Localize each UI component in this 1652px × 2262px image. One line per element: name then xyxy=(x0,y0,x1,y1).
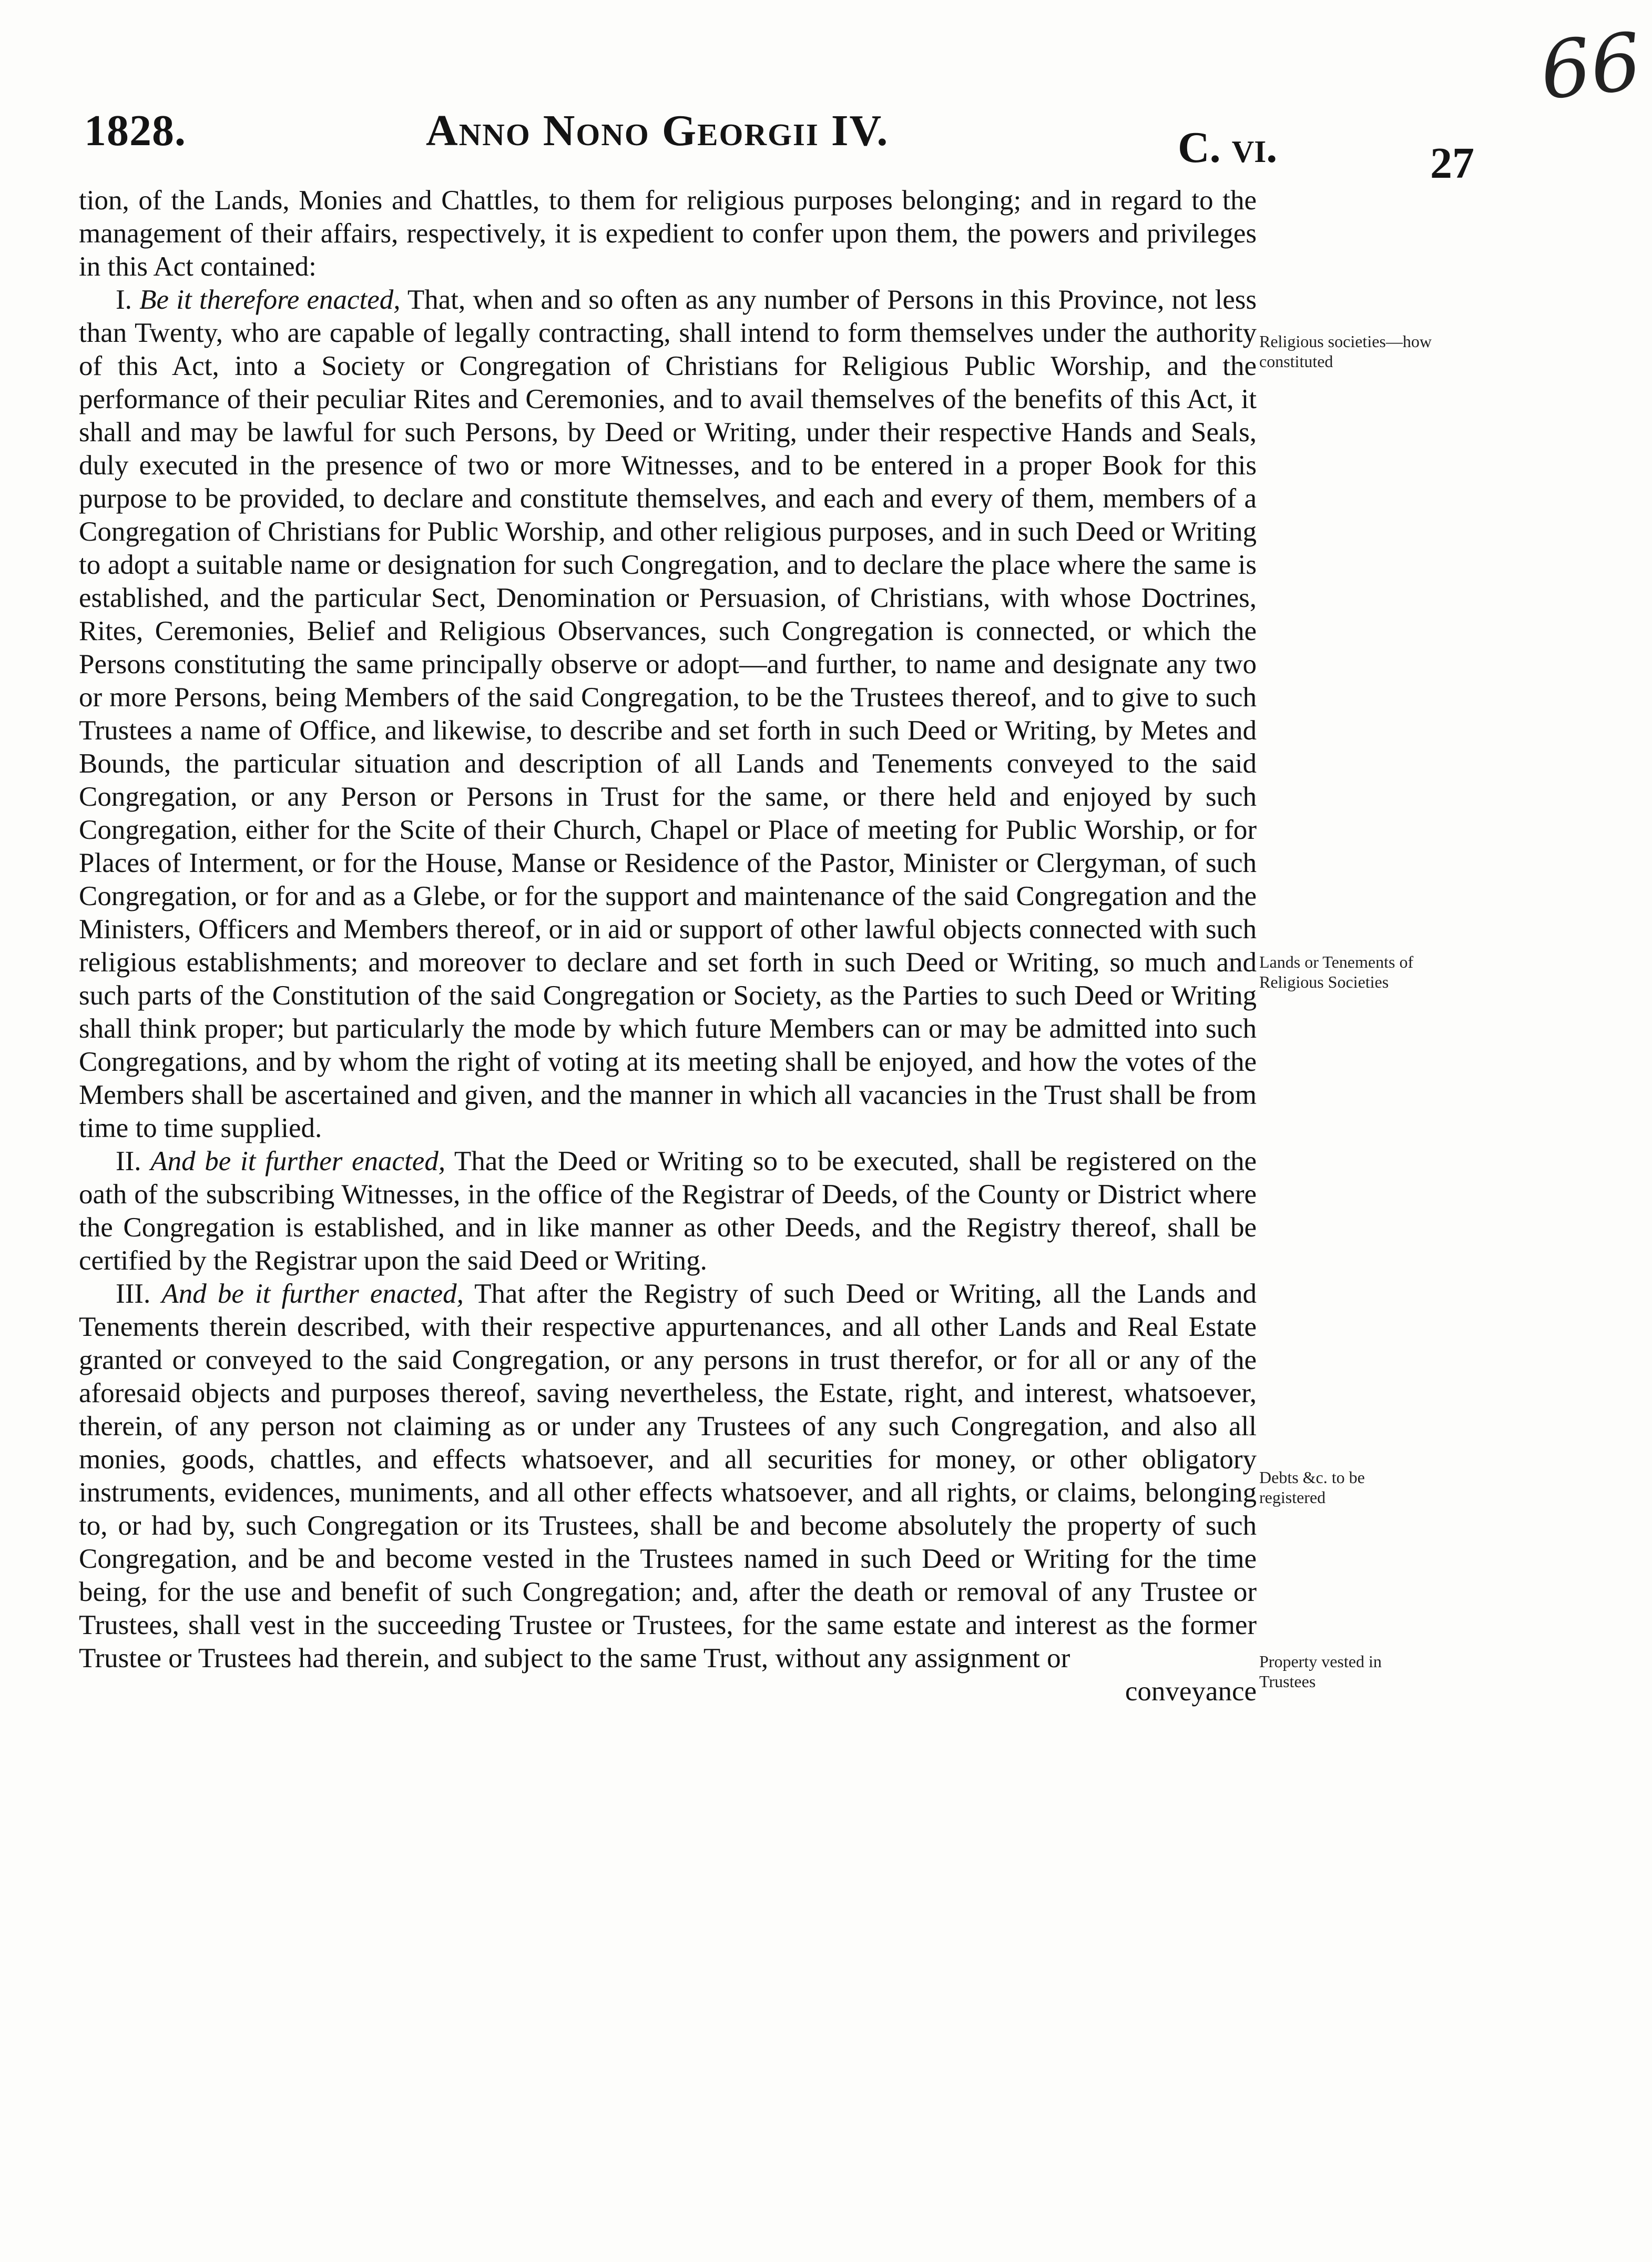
section-1-number: I. xyxy=(116,285,132,315)
header-title: Anno Nono Georgii IV. xyxy=(426,106,889,155)
margin-note-property-vested: Property vested in Trustees xyxy=(1259,1652,1382,1691)
section-3-paragraph xyxy=(79,1277,1257,1675)
section-2-enacting-clause: And be it further enacted, xyxy=(150,1146,446,1176)
section-2-text: That the Deed or Writing so to be executed, shall be registered on the oath of the subscribing Witnesses, in the office of the Registrar of Deeds, of the County or District where the Congregation is established, and in like manner as other Deeds, and the Registry thereof, shall be certified by the Registrar upon the said Deed or Writing. xyxy=(79,1146,1257,1276)
section-3-number: III. xyxy=(116,1279,151,1309)
handwritten-folio-number: 66 xyxy=(1536,16,1646,118)
section-3-enacting-clause: And be it further enacted, xyxy=(161,1279,464,1309)
header-year: 1828. xyxy=(84,106,186,155)
section-1-paragraph xyxy=(79,283,1257,1145)
margin-note-religious-societies: Religious societies—how constituted xyxy=(1259,332,1432,371)
header-page-number: 27 xyxy=(1430,139,1474,188)
catchword: conveyance xyxy=(1125,1676,1257,1707)
margin-note-lands-tenements: Lands or Tenements of Religious Societies xyxy=(1259,952,1414,991)
margin-note-debts-registered: Debts &c. to be registered xyxy=(1259,1468,1365,1507)
header-chapter: C. vi. xyxy=(1178,123,1278,172)
section-2-number: II. xyxy=(116,1146,141,1176)
statute-body xyxy=(79,184,1257,1708)
intro-paragraph: tion, of the Lands, Monies and Chattles, to them for religious purposes belonging; and in regard to the management of their affairs, respectively, it is expedient to confer upon them, the powers and privileges in this Act contained: xyxy=(79,185,1257,282)
section-2-paragraph xyxy=(79,1145,1257,1277)
section-1-enacting-clause: Be it therefore enacted, xyxy=(139,285,401,315)
section-1-text: That, when and so often as any number of Persons in this Province, not less than Twenty, who are capable of legally contracting, shall intend to form themselves under the authority of this Act, into a Society or Congregation of Christians for Religious Public Worship, and the performance of their peculiar Rites and Ceremonies, and to avail themselves of the benefits of this Act, it shall and may be lawful for such Persons, by Deed or Writing, under their respective Hands and Seals, duly executed in the presence of two or more Witnesses, and to be entered in a proper Book for this purpose to be provided, to declare and constitute themselves, and each and every of them, members of a Congregation of Christians for Public Worship, and other religious purposes, and in such Deed or Writing to adopt a suitable name or designation for such Congregation, and to declare the place where the same is established, and the particular Sect, Denomination or Persuasion, of Christians, with whose Doctrines, Rites, Ceremonies, Belief and Religious Observances, such Congregation is connected, or which the Persons constituting the same principally observe or adopt—and further, to name and designate any two or more Persons, being Members of the said Congregation, to be the Trustees thereof, and to give to such Trustees a name of Office, and likewise, to describe and set forth in such Deed or Writing, by Metes and Bounds, the particular situation and description of all Lands and Tenements conveyed to the said Congregation, or any Person or Persons in Trust for the same, or there held and enjoyed by such Congregation, either for the Scite of their Church, Chapel or Place of meeting for Public Worship, or for Places of Interment, or for the House, Manse or Residence of the Pastor, Minister or Clergyman, of such Congregation, or for and as a Glebe, or for the support and maintenance of the said Congregation and the Ministers, Officers and Members thereof, or in aid or support of other lawful objects connected with such religious establishments; and moreover to declare and set forth in such Deed or Writing, so much and such parts of the Constitution of the said Congregation or Society, as the Parties to such Deed or Writing shall think proper; but particularly the mode by which future Members can or may be admitted into such Congregations, and by whom the right of voting at its meeting shall be enjoyed, and how the votes of the Members shall be ascertained and given, and the manner in which all vacancies in the Trust shall be from time to time supplied. xyxy=(79,285,1257,1143)
section-3-text: That after the Registry of such Deed or Writing, all the Lands and Tenements therein described, with their respective appurtenances, and all other Lands and Real Estate granted or conveyed to the said Congregation, or any persons in trust therefor, or for all or any of the aforesaid objects and purposes thereof, saving nevertheless, the Estate, right, and interest, whatsoever, therein, of any person not claiming as or under any Trustees of any such Congregation, and also all monies, goods, chattles, and effects whatsoever, and all securities for money, or other obligatory instruments, evidences, muniments, and all other effects whatsoever, and all rights, or claims, belonging to, or had by, such Congregation or its Trustees, shall be and become absolutely the property of such Congregation, and be and become vested in the Trustees named in such Deed or Writing for the time being, for the use and benefit of such Congregation; and, after the death or removal of any Trustee or Trustees, shall vest in the succeeding Trustee or Trustees, for the same estate and interest as the former Trustee or Trustees had therein, and subject to the same Trust, without any assignment or xyxy=(79,1279,1257,1673)
